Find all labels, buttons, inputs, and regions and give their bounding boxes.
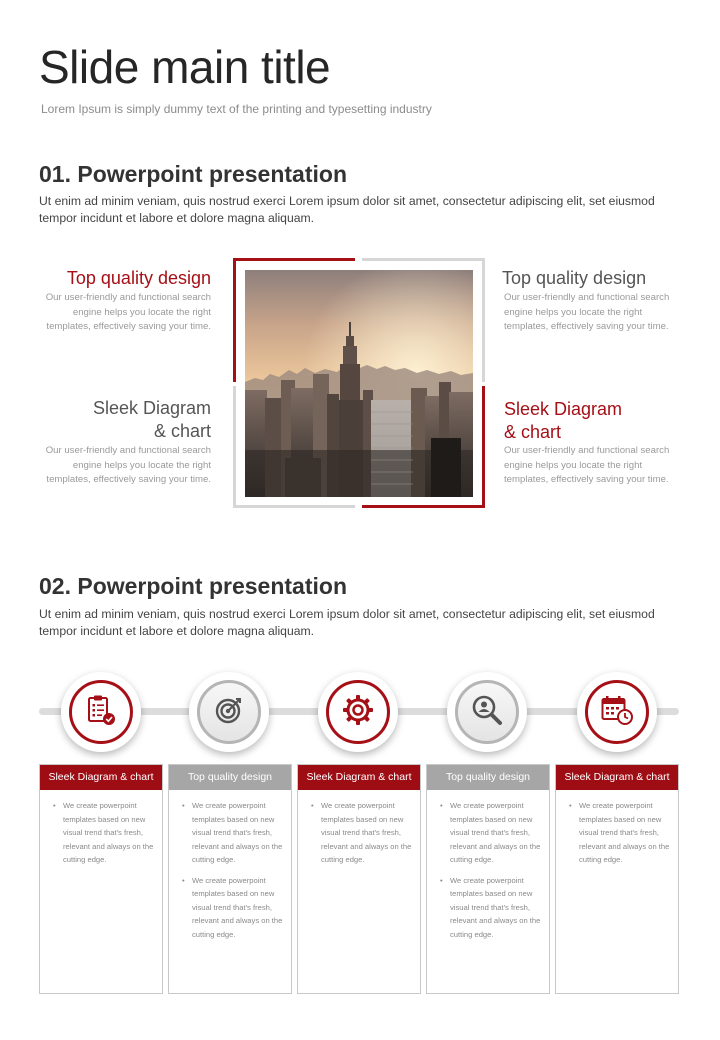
step-2-badge-inner <box>197 680 261 744</box>
step-2-badge <box>189 672 269 752</box>
step-3-card <box>297 764 421 994</box>
feature-desc-bottom-left: Our user-friendly and functional search engine helps you locate the right templates, effectively saving your time. <box>45 445 211 485</box>
feature-desc-bottom-right: Our user-friendly and functional search engine helps you locate the right templates, effectively saving your time. <box>504 445 670 485</box>
frame-left-top-red <box>233 258 236 382</box>
feature-desc-top-right: Our user-friendly and functional search engine helps you locate the right templates, effectively saving your time. <box>504 292 670 332</box>
step-1-card <box>39 764 163 994</box>
step-5-header: Sleek Diagram & chart <box>556 765 678 790</box>
list-item: • We create powerpoint templates based on new visual trend that's fresh, relevant and always on the cutting edge. <box>53 799 156 867</box>
step-4-header: Top quality design <box>427 765 549 790</box>
step-3-badge <box>318 672 398 752</box>
feature-title-top-right: Top quality design <box>502 268 647 288</box>
step-3-list <box>298 790 420 867</box>
slide-title: Slide main title <box>39 41 331 93</box>
frame-right-bottom-red <box>482 386 485 508</box>
step-1-badge-inner <box>69 680 133 744</box>
slide-subtitle: Lorem Ipsum is simply dummy text of the printing and typesetting industry <box>41 102 432 116</box>
step-4-list <box>427 790 549 941</box>
step-4-badge-inner <box>455 680 519 744</box>
frame-right-top-gray <box>482 258 485 382</box>
gear-icon <box>342 694 374 731</box>
step-4-card <box>426 764 550 994</box>
frame-bottom-left-gray <box>233 505 355 508</box>
step-5-card <box>555 764 679 994</box>
checklist-clipboard-icon <box>86 694 116 731</box>
step-2-header: Top quality design <box>169 765 291 790</box>
list-item: • We create powerpoint templates based on new visual trend that's fresh, relevant and always on the cutting edge. <box>311 799 414 867</box>
section1-text: Ut enim ad minim veniam, quis nostrud exerci Lorem ipsum dolor sit amet, consectetur adipiscing elit, set eiusmod tempor incidunt et labore et dolore magna aliquam. <box>39 194 655 225</box>
step-1-badge <box>61 672 141 752</box>
step-3-badge-inner <box>326 680 390 744</box>
frame-top-right-gray <box>362 258 485 261</box>
step-5-badge-inner <box>585 680 649 744</box>
feature-title-bottom-right: Sleek Diagram & chart <box>504 399 623 442</box>
search-person-icon <box>471 694 503 731</box>
target-icon <box>214 695 244 730</box>
city-skyline-photo <box>245 270 473 497</box>
step-2-card <box>168 764 292 994</box>
section1-title: 01. Powerpoint presentation <box>39 161 347 187</box>
list-item: • We create powerpoint templates based on new visual trend that's fresh, relevant and always on the cutting edge. <box>182 874 285 942</box>
feature-title-top-left: Top quality design <box>66 268 211 288</box>
list-item: • We create powerpoint templates based on new visual trend that's fresh, relevant and always on the cutting edge. <box>569 799 672 867</box>
frame-left-bottom-gray <box>233 386 236 508</box>
step-5-list <box>556 790 678 867</box>
frame-top-left-red <box>233 258 355 261</box>
section2-text: Ut enim ad minim veniam, quis nostrud exerci Lorem ipsum dolor sit amet, consectetur adipiscing elit, set eiusmod tempor incidunt et labore et dolore magna aliquam. <box>39 607 655 638</box>
step-5-badge <box>577 672 657 752</box>
section2-title: 02. Powerpoint presentation <box>39 573 347 599</box>
step-2-list <box>169 790 291 941</box>
list-item: • We create powerpoint templates based on new visual trend that's fresh, relevant and always on the cutting edge. <box>440 799 543 867</box>
feature-title-bottom-left: Sleek Diagram & chart <box>92 398 211 441</box>
feature-desc-top-left: Our user-friendly and functional search engine helps you locate the right templates, effectively saving your time. <box>45 292 211 332</box>
calendar-clock-icon <box>601 695 633 730</box>
step-1-header: Sleek Diagram & chart <box>40 765 162 790</box>
list-item: • We create powerpoint templates based on new visual trend that's fresh, relevant and always on the cutting edge. <box>440 874 543 942</box>
step-3-header: Sleek Diagram & chart <box>298 765 420 790</box>
step-1-list <box>40 790 162 867</box>
list-item: • We create powerpoint templates based on new visual trend that's fresh, relevant and always on the cutting edge. <box>182 799 285 867</box>
step-4-badge <box>447 672 527 752</box>
frame-bottom-right-red <box>362 505 485 508</box>
